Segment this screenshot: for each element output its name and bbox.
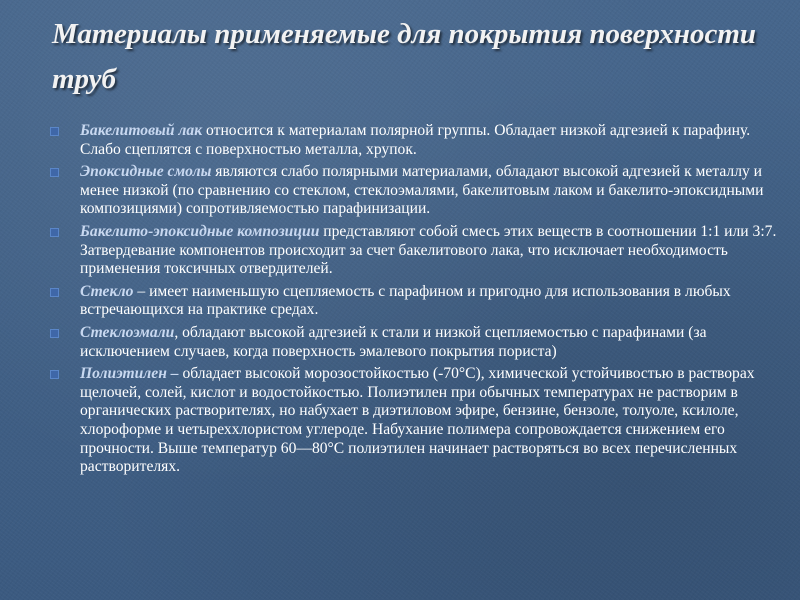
square-bullet-icon [50,228,59,237]
square-bullet-icon [50,370,59,379]
item-term: Эпоксидные смолы [80,163,212,181]
item-term: Полиэтилен – [80,365,179,383]
square-bullet-icon [50,288,59,297]
item-text: представляют собой смесь этих веществ в соотношении 1:1 или 3:7. Затвердевание компонентов происходит за счет бакелитового лака, что исключает необходимость применения токсичных отвердителей. [80,222,777,278]
item-text: , обладают высокой адгезией к стали и низкой сцепляемостью с парафинами (за исключением случаев, когда поверхность эмалевого покрытия пориста) [80,323,707,360]
list-item [50,122,780,159]
item-term: Бакелитовый лак [80,122,203,139]
item-text: относится к материалам полярной группы. Обладает низкой адгезией к парафину. Слабо сцеплятся с поверхностью металла, хрупок. [80,122,751,158]
list-item [50,283,780,320]
slide-title: Материалы применяемые для покрытия поверхности труб [52,18,757,95]
list-item [50,163,780,219]
list-item [50,223,780,279]
bullet-list [50,122,780,481]
list-item [50,324,780,361]
item-text: – имеет наименьшую сцепляемость с парафином и пригодно для использования в любых встречающихся на практике средах. [80,282,731,319]
square-bullet-icon [50,127,59,136]
item-text: обладает высокой морозостойкостью (-70°С), химической устойчивостью в растворах щелочей, солей, кислот и водостойкостью. Полиэтилен при обычных температурах не растворим в органических растворителях, но набухает в диэтиловом эфире, бензине, бензоле, толуоле, ксилоле, хлороформе и четыреххлористом углероде. Набухание полимера сопровождается снижением его прочности. Выше температур 60—80°С полиэтилен начинает растворяться во всех перечисленных растворителях. [80,365,755,476]
square-bullet-icon [50,329,59,338]
list-item [50,365,780,477]
item-text: являются слабо полярными материалами, обладают высокой адгезией к металлу и менее низкой (по сравнению со стеклом, стеклоэмалями, бакелитовым лаком и бакелито-эпоксидными композициями) сопротивляемостью парафинизации. [80,163,764,218]
item-term: Бакелито-эпоксидные композиции [80,222,320,240]
item-term: Стеклоэмали [80,323,175,341]
square-bullet-icon [50,168,59,177]
item-term: Стекло [80,282,134,300]
